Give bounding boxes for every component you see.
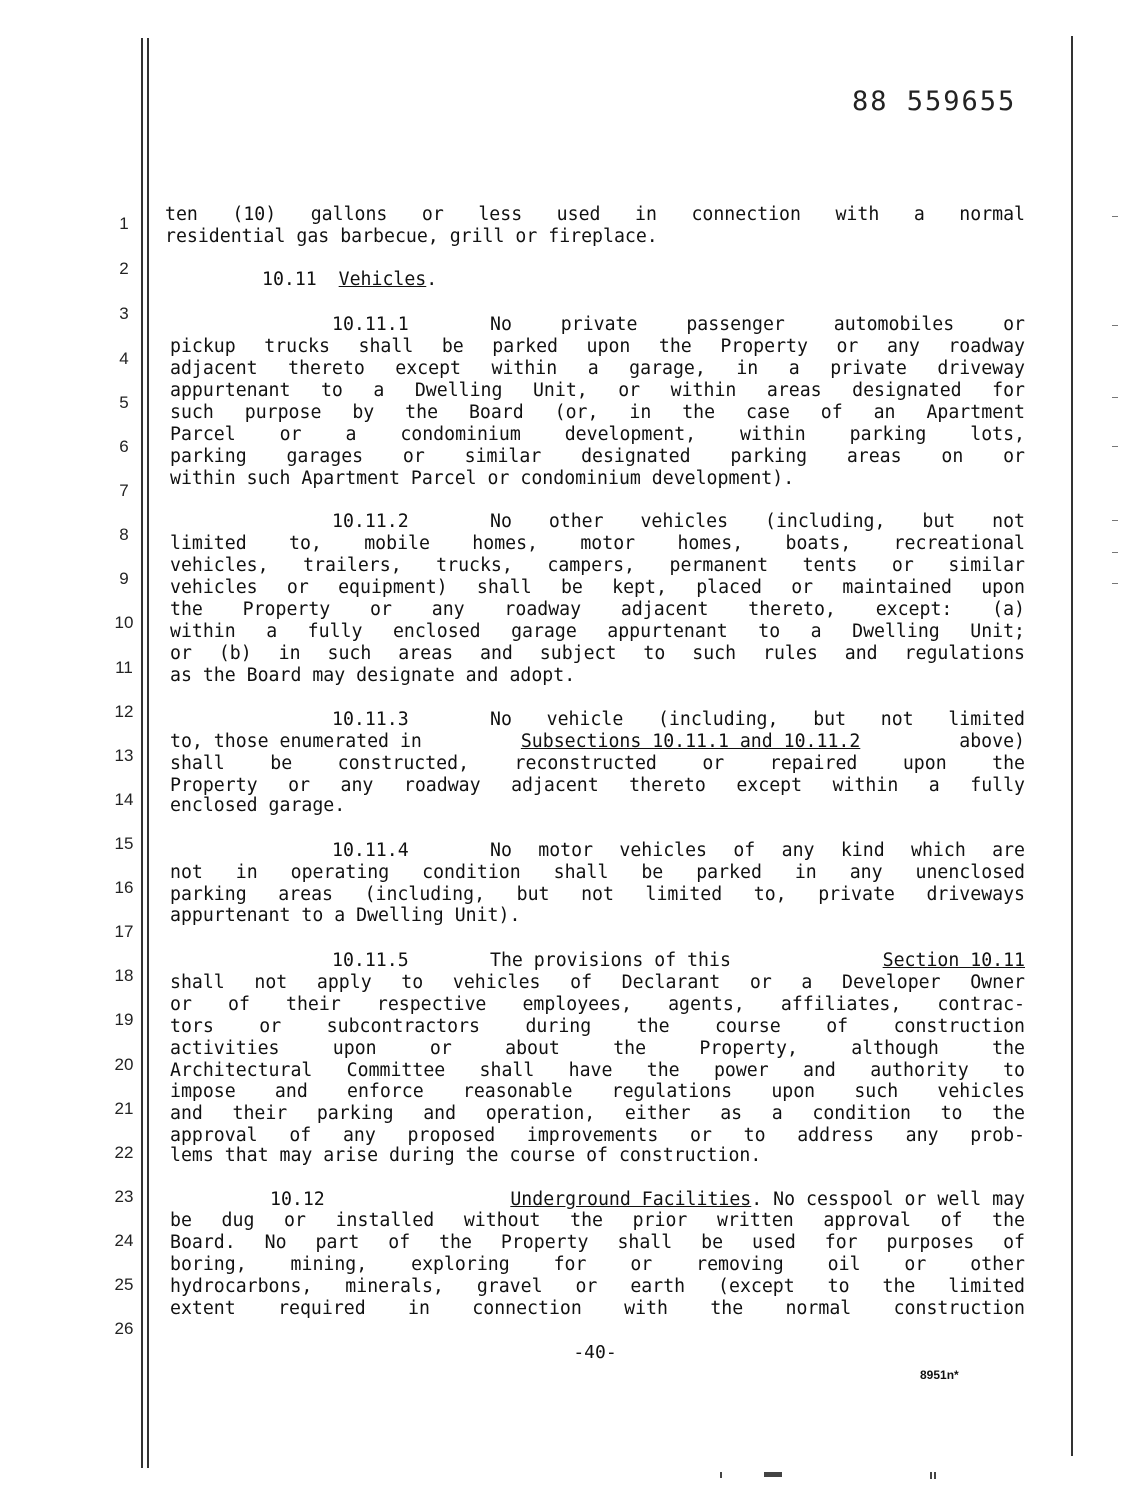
scan-mark bbox=[764, 1472, 782, 1477]
line-number: 9 bbox=[119, 569, 129, 588]
line-number: 21 bbox=[114, 1099, 134, 1118]
body-line: Board. No part of the Property shall be used for purposes of bbox=[170, 1232, 1025, 1253]
body-line: Parcel or a condominium development, within parking lots, bbox=[170, 424, 1025, 445]
document-number: 88 559655 bbox=[852, 86, 1017, 117]
body-line: appurtenant to a Dwelling Unit, or within areas designated for bbox=[170, 380, 1025, 401]
section-title: Underground Facilities bbox=[510, 1189, 752, 1210]
body-line: parking garages or similar designated parking areas on or bbox=[170, 446, 1025, 467]
body-line: tors or subcontractors during the course of construction bbox=[170, 1016, 1025, 1037]
body-line: or (b) in such areas and subject to such rules and regulations bbox=[170, 643, 1025, 664]
section-heading bbox=[270, 1190, 1025, 1210]
body-line: impose and enforce reasonable regulations upon such vehicles bbox=[170, 1081, 1025, 1102]
scan-tick bbox=[1112, 583, 1118, 584]
line-number: 3 bbox=[119, 304, 129, 323]
line-number: 1 bbox=[119, 214, 129, 233]
line-number: 12 bbox=[114, 702, 134, 721]
body-line: vehicles or equipment) shall be kept, placed or maintained upon bbox=[170, 577, 1025, 598]
scan-tick bbox=[1112, 552, 1118, 553]
line-number: 18 bbox=[114, 966, 134, 985]
body-line bbox=[170, 732, 1025, 752]
line-number: 4 bbox=[119, 349, 129, 368]
body-line: extent required in connection with the normal construction bbox=[170, 1298, 1025, 1319]
body-line: hydrocarbons, minerals, gravel or earth (except to the limited bbox=[170, 1276, 1025, 1297]
scan-mark bbox=[930, 1472, 932, 1479]
body-line: Architectural Committee shall have the power and authority to bbox=[170, 1060, 1025, 1081]
paragraph-number: 10.11.2 bbox=[332, 511, 409, 532]
line-number: 14 bbox=[114, 790, 134, 809]
scan-tick bbox=[1112, 520, 1118, 521]
scan-tick bbox=[1112, 397, 1118, 398]
body-line: Property or any roadway adjacent thereto except within a fully bbox=[170, 775, 1025, 796]
subsection-reference: Subsections 10.11.1 and 10.11.2 bbox=[520, 731, 861, 752]
section-number: 10.11 bbox=[262, 269, 317, 290]
paragraph-number: 10.11.5 bbox=[332, 950, 409, 971]
body-line: activities upon or about the Property, although the bbox=[170, 1038, 1025, 1059]
body-line: not in operating condition shall be parked in any unenclosed bbox=[170, 862, 1025, 883]
section-title: Vehicles bbox=[338, 269, 427, 290]
line-number: 15 bbox=[114, 834, 134, 853]
body-line: ten (10) gallons or less used in connection with a normal bbox=[165, 204, 1025, 225]
document-code: 8951n* bbox=[920, 1368, 959, 1382]
body-line: No vehicle (including, but not limited bbox=[490, 709, 1025, 730]
scan-tick bbox=[1112, 216, 1118, 217]
scan-mark bbox=[934, 1472, 936, 1479]
scan-tick bbox=[1112, 446, 1118, 447]
body-line: residential gas barbecue, grill or fireplace. bbox=[165, 226, 658, 247]
left-margin-rule bbox=[141, 38, 143, 1468]
body-line: No private passenger automobiles or bbox=[490, 314, 1025, 335]
line-number: 8 bbox=[119, 525, 129, 544]
section-heading bbox=[262, 270, 437, 290]
body-line: pickup trucks shall be parked upon the Property or any roadway bbox=[170, 336, 1025, 357]
body-line: vehicles, trailers, trucks, campers, permanent tents or similar bbox=[170, 555, 1025, 576]
scan-tick bbox=[1112, 325, 1118, 326]
body-line bbox=[490, 951, 1025, 971]
line-number: 10 bbox=[114, 613, 134, 632]
page-number: -40- bbox=[573, 1342, 617, 1363]
section-number: 10.12 bbox=[270, 1189, 325, 1210]
body-line: shall be constructed, reconstructed or repaired upon the bbox=[170, 753, 1025, 774]
line-number: 7 bbox=[119, 481, 129, 500]
line-number: 26 bbox=[114, 1319, 134, 1338]
body-line: limited to, mobile homes, motor homes, boats, recreational bbox=[170, 533, 1025, 554]
section-title-period: . bbox=[426, 269, 438, 290]
body-line: enclosed garage. bbox=[170, 795, 346, 816]
body-text: to, those enumerated in bbox=[170, 731, 422, 752]
line-number: 19 bbox=[114, 1010, 134, 1029]
body-line: within a fully enclosed garage appurtenant to a Dwelling Unit; bbox=[170, 621, 1025, 642]
paragraph-number: 10.11.4 bbox=[332, 840, 409, 861]
body-line: adjacent thereto except within a garage, in a private driveway bbox=[170, 358, 1025, 379]
line-number: 24 bbox=[114, 1231, 134, 1250]
body-line: approval of any proposed improvements or to address any prob- bbox=[170, 1125, 1025, 1146]
body-line: lems that may arise during the course of construction. bbox=[170, 1145, 762, 1166]
body-line: as the Board may designate and adopt. bbox=[170, 665, 576, 686]
scan-mark bbox=[720, 1472, 722, 1478]
body-line: No motor vehicles of any kind which are bbox=[490, 840, 1025, 861]
line-number: 16 bbox=[114, 878, 134, 897]
body-line: or of their respective employees, agents, affiliates, contrac- bbox=[170, 994, 1025, 1015]
line-number: 22 bbox=[114, 1143, 134, 1162]
body-line: be dug or installed without the prior written approval of the bbox=[170, 1210, 1025, 1231]
line-number: 5 bbox=[119, 393, 129, 412]
body-text: above) bbox=[959, 731, 1025, 752]
line-number: 13 bbox=[114, 746, 134, 765]
paragraph-number: 10.11.3 bbox=[332, 709, 409, 730]
line-number: 11 bbox=[115, 658, 133, 677]
body-line: and their parking and operation, either as a condition to the bbox=[170, 1103, 1025, 1124]
right-margin-rule bbox=[1071, 36, 1073, 1456]
line-number: 17 bbox=[114, 922, 134, 941]
line-number: 2 bbox=[119, 259, 129, 278]
body-line: such purpose by the Board (or, in the case of an Apartment bbox=[170, 402, 1025, 423]
body-line: within such Apartment Parcel or condominium development). bbox=[170, 468, 795, 489]
section-reference: Section 10.11 bbox=[882, 950, 1025, 971]
paragraph-number: 10.11.1 bbox=[332, 314, 409, 335]
body-line: the Property or any roadway adjacent thereto, except: (a) bbox=[170, 599, 1025, 620]
body-line: No other vehicles (including, but not bbox=[490, 511, 1025, 532]
body-line: appurtenant to a Dwelling Unit). bbox=[170, 905, 521, 926]
body-line: shall not apply to vehicles of Declarant or a Developer Owner bbox=[170, 972, 1025, 993]
body-line: parking areas (including, but not limited to, private driveways bbox=[170, 884, 1025, 905]
body-text: The provisions of this bbox=[490, 950, 731, 971]
body-line: boring, mining, exploring for or removing oil or other bbox=[170, 1254, 1025, 1275]
line-number: 23 bbox=[114, 1187, 134, 1206]
line-number: 20 bbox=[114, 1055, 134, 1074]
line-number: 6 bbox=[119, 437, 129, 456]
line-number: 25 bbox=[114, 1275, 134, 1294]
body-text: . No cesspool or well may bbox=[751, 1189, 1025, 1210]
left-margin-rule-inner bbox=[147, 38, 149, 1468]
